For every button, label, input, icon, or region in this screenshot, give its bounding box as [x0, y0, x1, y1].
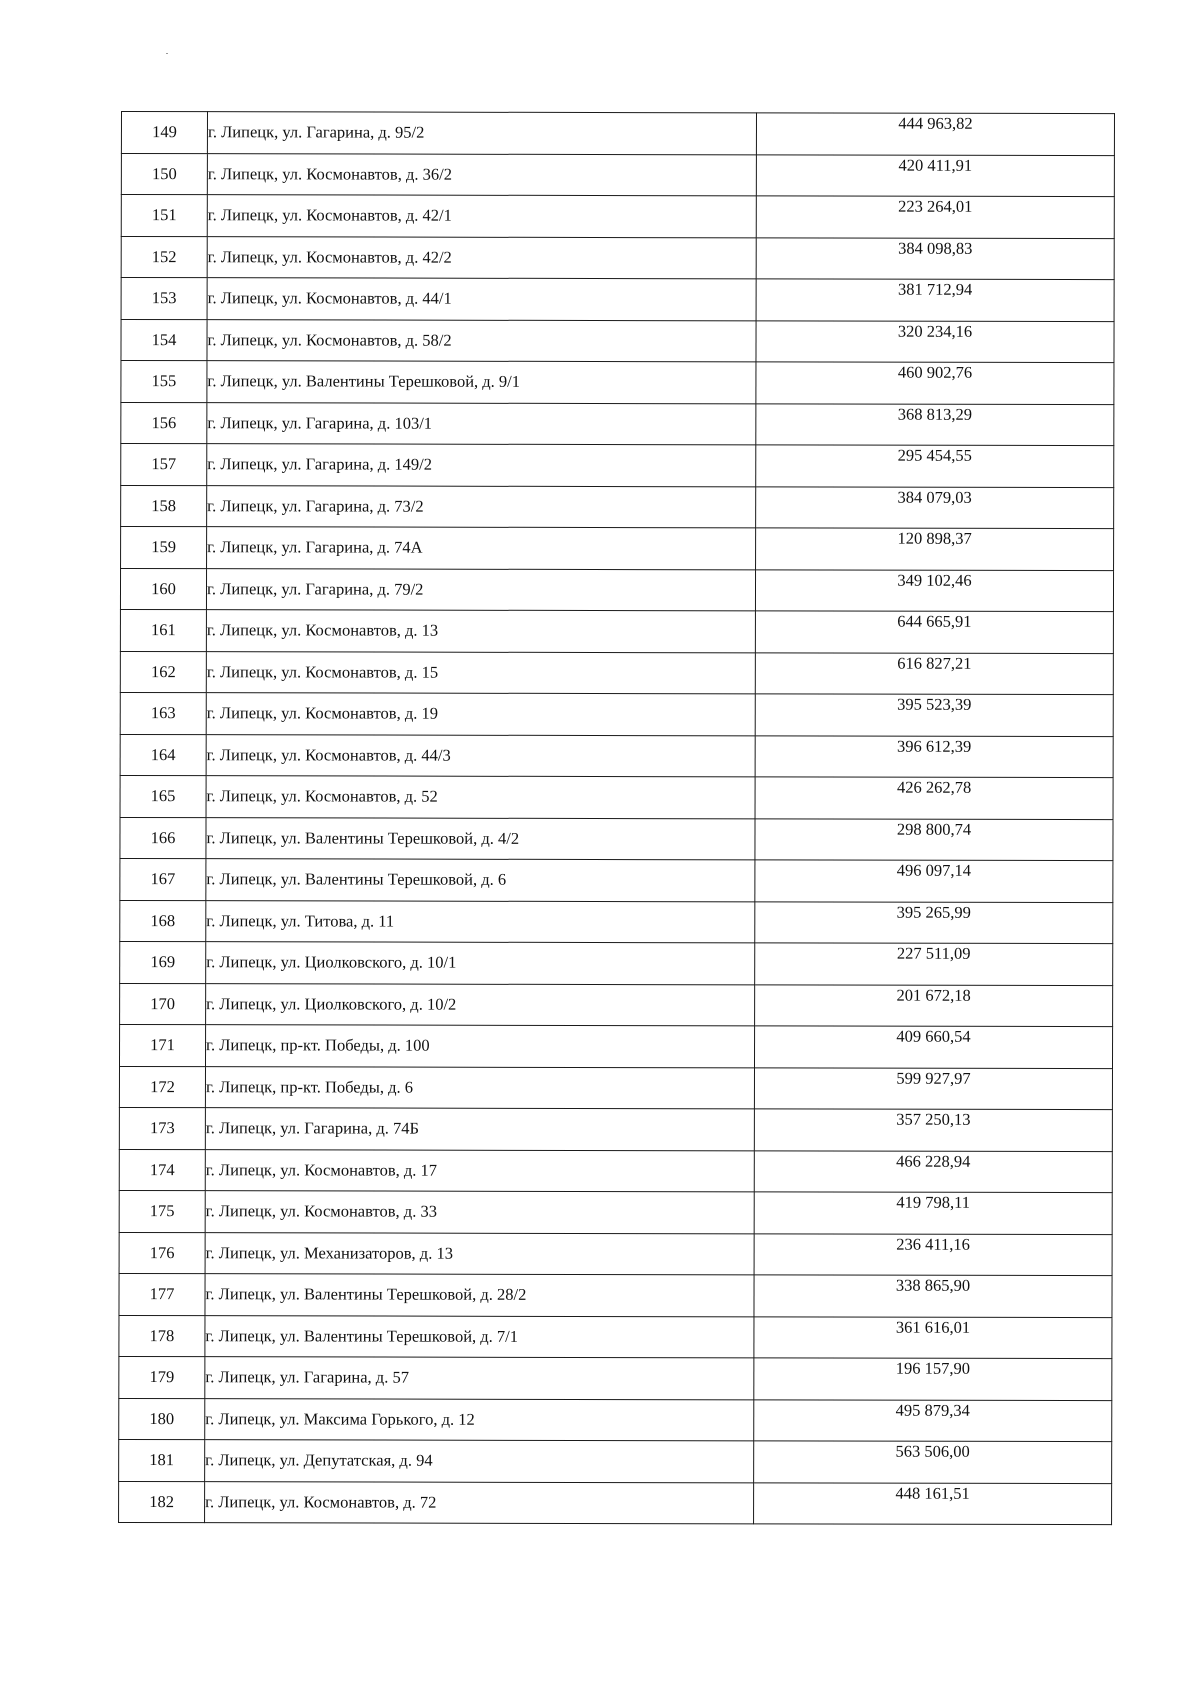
row-number: 172 — [119, 1066, 205, 1108]
row-address: г. Липецк, ул. Космонавтов, д. 17 — [205, 1149, 754, 1192]
row-address: г. Липецк, ул. Валентины Терешковой, д. 7/1 — [205, 1315, 754, 1358]
table-row — [121, 319, 1114, 363]
row-number: 163 — [120, 692, 206, 734]
row-amount: 599 927,97 — [754, 1067, 1112, 1109]
table-row — [119, 1398, 1112, 1442]
table-row — [120, 900, 1113, 944]
row-address: г. Липецк, ул. Гагарина, д. 73/2 — [207, 485, 756, 528]
row-address: г. Липецк, ул. Космонавтов, д. 42/1 — [207, 195, 756, 238]
row-address: г. Липецк, ул. Валентины Терешковой, д. 4/2 — [206, 817, 755, 860]
row-amount: 349 102,46 — [755, 569, 1113, 611]
row-address: г. Липецк, ул. Механизаторов, д. 13 — [205, 1232, 754, 1275]
row-amount: 496 097,14 — [755, 860, 1113, 902]
table-row — [120, 858, 1113, 902]
table-row — [121, 527, 1114, 571]
row-number: 161 — [120, 609, 206, 651]
table-row — [121, 278, 1114, 322]
table-row — [120, 651, 1113, 695]
table-row — [121, 236, 1114, 280]
table-row — [119, 1024, 1112, 1068]
row-number: 151 — [121, 195, 207, 237]
row-number: 149 — [121, 112, 207, 154]
row-address: г. Липецк, ул. Валентины Терешковой, д. 28/2 — [205, 1274, 754, 1317]
table-row — [120, 734, 1113, 778]
table-row — [121, 195, 1114, 239]
row-number: 150 — [121, 153, 207, 195]
row-number: 162 — [120, 651, 206, 693]
row-amount: 368 813,29 — [756, 403, 1114, 445]
row-address: г. Липецк, ул. Депутатская, д. 94 — [205, 1440, 754, 1483]
row-number: 157 — [121, 444, 207, 486]
row-address: г. Липецк, пр-кт. Победы, д. 100 — [205, 1025, 754, 1068]
row-address: г. Липецк, ул. Гагарина, д. 74Б — [205, 1108, 754, 1151]
row-number: 180 — [119, 1398, 205, 1440]
row-address: г. Липецк, ул. Гагарина, д. 74А — [207, 527, 756, 570]
row-address: г. Липецк, ул. Титова, д. 11 — [206, 900, 755, 943]
row-address: г. Липецк, ул. Космонавтов, д. 13 — [206, 610, 755, 653]
row-number: 175 — [119, 1190, 205, 1232]
row-amount: 227 511,09 — [755, 943, 1113, 985]
row-amount: 196 157,90 — [754, 1358, 1112, 1400]
row-number: 176 — [119, 1232, 205, 1274]
row-amount: 295 454,55 — [756, 445, 1114, 487]
row-number: 177 — [119, 1273, 205, 1315]
row-amount: 616 827,21 — [755, 652, 1113, 694]
table-row — [120, 941, 1113, 985]
row-address: г. Липецк, ул. Циолковского, д. 10/2 — [206, 983, 755, 1026]
row-number: 155 — [121, 361, 207, 403]
table-row — [119, 1190, 1112, 1234]
row-address: г. Липецк, ул. Космонавтов, д. 19 — [206, 693, 755, 736]
table-row — [121, 402, 1114, 446]
row-number: 164 — [120, 734, 206, 776]
row-number: 165 — [120, 775, 206, 817]
row-number: 168 — [120, 900, 206, 942]
row-number: 178 — [119, 1315, 205, 1357]
table-row — [121, 153, 1114, 197]
table-row — [119, 1315, 1112, 1359]
row-address: г. Липецк, ул. Валентины Терешковой, д. 6 — [206, 859, 755, 902]
address-amount-table — [118, 111, 1115, 1525]
row-amount: 419 798,11 — [754, 1192, 1112, 1234]
row-amount: 409 660,54 — [754, 1026, 1112, 1068]
row-number: 159 — [121, 527, 207, 569]
row-number: 167 — [120, 858, 206, 900]
row-amount: 448 161,51 — [754, 1482, 1112, 1524]
row-amount: 444 963,82 — [756, 113, 1114, 155]
row-address: г. Липецк, ул. Гагарина, д. 57 — [205, 1357, 754, 1400]
table-row — [119, 1273, 1112, 1317]
row-amount: 223 264,01 — [756, 196, 1114, 238]
row-amount: 426 262,78 — [755, 777, 1113, 819]
table-row — [120, 568, 1113, 612]
table-row — [121, 444, 1114, 488]
row-address: г. Липецк, ул. Космонавтов, д. 58/2 — [207, 319, 756, 362]
row-address: г. Липецк, ул. Космонавтов, д. 42/2 — [207, 236, 756, 279]
row-address: г. Липецк, ул. Космонавтов, д. 44/3 — [206, 734, 755, 777]
row-number: 182 — [119, 1481, 205, 1523]
table-body — [119, 112, 1115, 1525]
table-row — [119, 1481, 1112, 1525]
row-address: г. Липецк, ул. Космонавтов, д. 15 — [206, 651, 755, 694]
row-amount: 298 800,74 — [755, 818, 1113, 860]
table-row — [119, 1356, 1112, 1400]
row-address: г. Липецк, ул. Максима Горького, д. 12 — [205, 1398, 754, 1441]
row-address: г. Липецк, пр-кт. Победы, д. 6 — [205, 1066, 754, 1109]
scan-speck — [166, 53, 168, 54]
row-number: 152 — [121, 236, 207, 278]
row-amount: 395 523,39 — [755, 694, 1113, 736]
row-amount: 563 506,00 — [754, 1441, 1112, 1483]
row-address: г. Липецк, ул. Гагарина, д. 103/1 — [207, 402, 756, 445]
row-number: 158 — [121, 485, 207, 527]
row-address: г. Липецк, ул. Валентины Терешковой, д. 9/1 — [207, 361, 756, 404]
row-number: 179 — [119, 1356, 205, 1398]
row-amount: 460 902,76 — [756, 362, 1114, 404]
row-address: г. Липецк, ул. Гагарина, д. 149/2 — [207, 444, 756, 487]
row-number: 153 — [121, 278, 207, 320]
table-row — [120, 692, 1113, 736]
row-amount: 361 616,01 — [754, 1316, 1112, 1358]
row-amount: 466 228,94 — [754, 1150, 1112, 1192]
row-number: 174 — [119, 1149, 205, 1191]
table-row — [120, 817, 1113, 861]
table-row — [119, 1439, 1112, 1483]
row-amount: 320 234,16 — [756, 320, 1114, 362]
row-amount: 644 665,91 — [755, 611, 1113, 653]
row-number: 156 — [121, 402, 207, 444]
row-amount: 338 865,90 — [754, 1275, 1112, 1317]
row-amount: 381 712,94 — [756, 279, 1114, 321]
row-amount: 420 411,91 — [756, 154, 1114, 196]
table-row — [119, 1149, 1112, 1193]
row-amount: 120 898,37 — [756, 528, 1114, 570]
row-address: г. Липецк, ул. Гагарина, д. 79/2 — [206, 568, 755, 611]
table-row — [120, 609, 1113, 653]
table-row — [121, 361, 1114, 405]
row-address: г. Липецк, ул. Космонавтов, д. 36/2 — [207, 153, 756, 196]
table-row — [119, 1232, 1112, 1276]
row-address: г. Липецк, ул. Космонавтов, д. 44/1 — [207, 278, 756, 321]
row-address: г. Липецк, ул. Гагарина, д. 95/2 — [207, 112, 756, 155]
table-row — [119, 1066, 1112, 1110]
row-address: г. Липецк, ул. Циолковского, д. 10/1 — [206, 942, 755, 985]
row-number: 166 — [120, 817, 206, 859]
row-number: 170 — [120, 983, 206, 1025]
row-address: г. Липецк, ул. Космонавтов, д. 72 — [205, 1481, 754, 1524]
row-amount: 201 672,18 — [755, 984, 1113, 1026]
table-row — [121, 485, 1114, 529]
table-row — [120, 983, 1113, 1027]
row-number: 173 — [119, 1107, 205, 1149]
row-number: 154 — [121, 319, 207, 361]
row-amount: 495 879,34 — [754, 1399, 1112, 1441]
table-row — [119, 1107, 1112, 1151]
table-row — [121, 112, 1114, 156]
row-number: 171 — [119, 1024, 205, 1066]
row-number: 169 — [120, 941, 206, 983]
row-amount: 236 411,16 — [754, 1233, 1112, 1275]
row-address: г. Липецк, ул. Космонавтов, д. 33 — [205, 1191, 754, 1234]
table-row — [120, 775, 1113, 819]
row-amount: 384 098,83 — [756, 237, 1114, 279]
row-number: 160 — [120, 568, 206, 610]
row-amount: 396 612,39 — [755, 735, 1113, 777]
row-amount: 384 079,03 — [756, 486, 1114, 528]
row-number: 181 — [119, 1439, 205, 1481]
row-amount: 357 250,13 — [754, 1109, 1112, 1151]
row-address: г. Липецк, ул. Космонавтов, д. 52 — [206, 776, 755, 819]
row-amount: 395 265,99 — [755, 901, 1113, 943]
